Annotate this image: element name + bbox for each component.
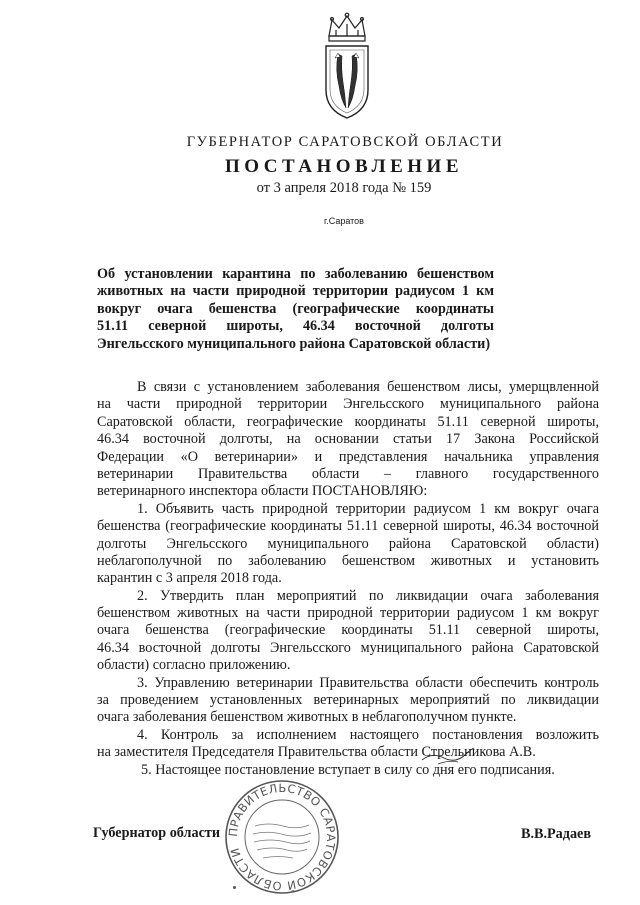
resolution-title: [97, 266, 494, 353]
body-line: бешенством животных на части природной территории радиусом 1 км вокруг: [97, 605, 599, 622]
body-line: 2. Утвердить план мероприятий по ликвидации очага заболевания: [137, 587, 599, 604]
body-line: Саратовской области, географические координаты 51.11 северной широты,: [97, 413, 599, 430]
title-line: 51.11 северной широты, 46.34 восточной долготы: [97, 318, 494, 335]
body-line: 5. Настоящее постановление вступает в силу со дня его подписания.: [141, 761, 555, 778]
body-line: на части природной территории Энгельсского муниципального района: [97, 396, 599, 413]
body-line: В связи с установлением заболевания бешенством лисы, умерщвленной: [137, 379, 599, 395]
title-line: животных на части природной территории радиусом 1 км: [97, 283, 494, 300]
body-line: области) согласно приложению.: [97, 657, 291, 674]
body-line: ветеринарии Правительства области – главного государственного: [97, 465, 599, 482]
document-city: г.Саратов: [324, 216, 364, 226]
stamp-ring-text: ПРАВИТЕЛЬСТВО САРАТОВСКОЙ ОБЛАСТИ: [225, 780, 339, 894]
title-line: вокруг очага бешенства (географические координаты: [97, 300, 494, 317]
body-line: 46.34 восточной долготы Энгельсского муниципального района Саратовской: [97, 639, 599, 656]
coat-of-arms-emblem: [321, 12, 373, 122]
issuing-authority: ГУБЕРНАТОР САРАТОВСКОЙ ОБЛАСТИ: [186, 134, 504, 150]
body-line: за проведением установленных ветеринарных мероприятий по ликвидации: [97, 692, 599, 709]
body-line: 4. Контроль за исполнением настоящего постановления возложить: [137, 726, 599, 743]
body-line: ветеринарного инспектора области ПОСТАНОВЛЯЮ:: [97, 483, 428, 500]
body-line: 1. Объявить часть природной территории радиусом 1 км вокруг очага: [137, 500, 599, 517]
title-line: Об установлении карантина по заболеванию бешенством: [97, 266, 494, 282]
body-line: Федерации «О ветеринарии» и представления начальника управления: [97, 448, 599, 465]
title-line: Энгельсского муниципального района Саратовской области): [97, 335, 491, 352]
body-line: 46.34 восточной долготы, на основании статьи 17 Закона Российской: [97, 431, 599, 448]
signatory-name: В.В.Радаев: [521, 826, 592, 842]
body-line: 3. Управлению ветеринарии Правительства области обеспечить контроль: [137, 674, 599, 691]
body-line: карантин с 3 апреля 2018 года.: [97, 570, 282, 587]
official-seal-stamp: [223, 778, 341, 896]
body-line: очага заболевания бешенством животных в неблагополучном пункте.: [97, 709, 517, 726]
resolution-body: [97, 379, 599, 779]
body-line: бешенства (географические координаты 51.11 северной широты, 46.34 восточной: [97, 518, 599, 535]
scan-speck: [233, 886, 236, 889]
signatory-role: Губернатор области: [93, 825, 221, 841]
body-line: на заместителя Председателя Правительства области Стрельникова А.В.: [97, 744, 536, 761]
body-line: очага бешенства (географические координаты 51.11 северной широты,: [97, 622, 599, 639]
document-date-number: от 3 апреля 2018 года № 159: [256, 180, 432, 196]
handwritten-correction-mark: [418, 742, 478, 768]
body-line: неблагополучной по заболеванию бешенством животных и установить: [97, 552, 599, 569]
body-line: долготы Энгельсского муниципального района Саратовской области): [97, 535, 599, 552]
document-type-title: ПОСТАНОВЛЕНИЕ: [224, 156, 464, 177]
